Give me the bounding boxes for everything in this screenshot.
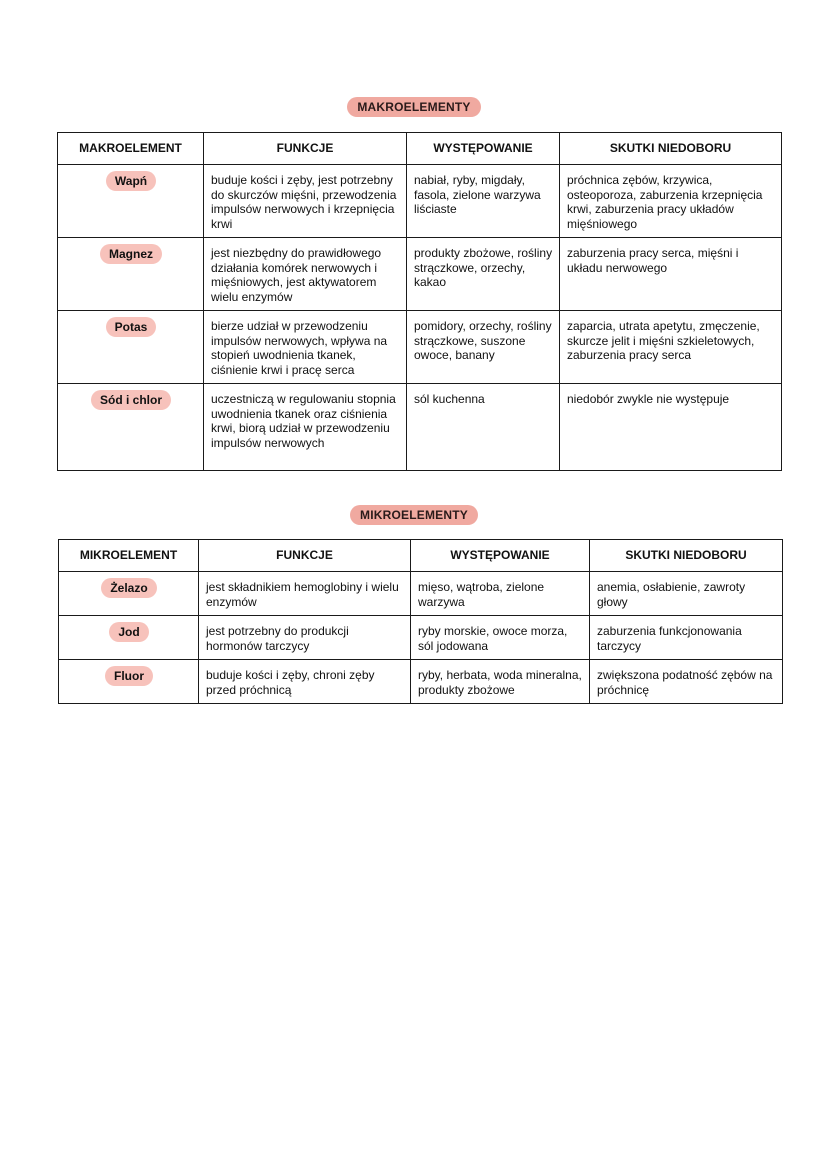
element-name-cell [59, 660, 199, 704]
table-row [58, 165, 782, 238]
element-name-cell [58, 165, 204, 238]
element-name: Magnez [100, 244, 162, 264]
micro-table [58, 539, 783, 704]
macro-header-element: MAKROELEMENT [58, 133, 204, 165]
sources-cell: sól kuchenna [407, 384, 560, 471]
functions-cell: buduje kości i zęby, jest potrzebny do skurczów mięśni, przewodzenia impulsów nerwowych i krzepnięcia krwi [204, 165, 407, 238]
macro-title-pill: MAKROELEMENTY [347, 97, 480, 117]
micro-header-sources: WYSTĘPOWANIE [411, 540, 590, 572]
element-name: Wapń [106, 171, 156, 191]
micro-header-row [59, 540, 783, 572]
table-row [58, 238, 782, 311]
table-row [59, 572, 783, 616]
element-name: Fluor [105, 666, 153, 686]
macro-header-row [58, 133, 782, 165]
table-row [58, 311, 782, 384]
micro-header-element: MIKROELEMENT [59, 540, 199, 572]
micro-header-functions: FUNKCJE [199, 540, 411, 572]
element-name: Żelazo [101, 578, 156, 598]
functions-cell: jest niezbędny do prawidłowego działania komórek nerwowych i mięśniowych, jest aktywatorem wielu enzymów [204, 238, 407, 311]
functions-cell: buduje kości i zęby, chroni zęby przed próchnicą [199, 660, 411, 704]
sources-cell: pomidory, orzechy, rośliny strączkowe, suszone owoce, banany [407, 311, 560, 384]
deficiency-cell: niedobór zwykle nie występuje [560, 384, 782, 471]
micro-section-title [0, 505, 828, 525]
element-name-cell [58, 311, 204, 384]
macro-header-deficiency: SKUTKI NIEDOBORU [560, 133, 782, 165]
sources-cell: ryby, herbata, woda mineralna, produkty zbożowe [411, 660, 590, 704]
element-name: Potas [106, 317, 157, 337]
macro-table [57, 132, 782, 471]
element-name-cell [59, 616, 199, 660]
deficiency-cell: zwiększona podatność zębów na próchnicę [590, 660, 783, 704]
sources-cell: produkty zbożowe, rośliny strączkowe, orzechy, kakao [407, 238, 560, 311]
table-row [58, 384, 782, 471]
deficiency-cell: zaburzenia pracy serca, mięśni i układu nerwowego [560, 238, 782, 311]
element-name-cell [58, 384, 204, 471]
element-name-cell [58, 238, 204, 311]
table-row [59, 616, 783, 660]
sources-cell: nabiał, ryby, migdały, fasola, zielone warzywa liściaste [407, 165, 560, 238]
sources-cell: ryby morskie, owoce morza, sól jodowana [411, 616, 590, 660]
table-row [59, 660, 783, 704]
functions-cell: bierze udział w przewodzeniu impulsów nerwowych, wpływa na stopień uwodnienia tkanek, ciśnienie krwi i pracę serca [204, 311, 407, 384]
deficiency-cell: anemia, osłabienie, zawroty głowy [590, 572, 783, 616]
deficiency-cell: zaburzenia funkcjonowania tarczycy [590, 616, 783, 660]
element-name: Sód i chlor [91, 390, 171, 410]
deficiency-cell: próchnica zębów, krzywica, osteoporoza, zaburzenia krzepnięcia krwi, zaburzenia pracy układów mięśniowego [560, 165, 782, 238]
micro-title-pill: MIKROELEMENTY [350, 505, 478, 525]
functions-cell: uczestniczą w regulowaniu stopnia uwodnienia tkanek oraz ciśnienia krwi, biorą udział w przewodzeniu impulsów nerwowych [204, 384, 407, 471]
macro-section-title [0, 97, 828, 117]
element-name-cell [59, 572, 199, 616]
deficiency-cell: zaparcia, utrata apetytu, zmęczenie, skurcze jelit i mięśni szkieletowych, zaburzenia pracy serca [560, 311, 782, 384]
macro-header-sources: WYSTĘPOWANIE [407, 133, 560, 165]
element-name: Jod [109, 622, 148, 642]
functions-cell: jest składnikiem hemoglobiny i wielu enzymów [199, 572, 411, 616]
macro-header-functions: FUNKCJE [204, 133, 407, 165]
sources-cell: mięso, wątroba, zielone warzywa [411, 572, 590, 616]
functions-cell: jest potrzebny do produkcji hormonów tarczycy [199, 616, 411, 660]
micro-header-deficiency: SKUTKI NIEDOBORU [590, 540, 783, 572]
